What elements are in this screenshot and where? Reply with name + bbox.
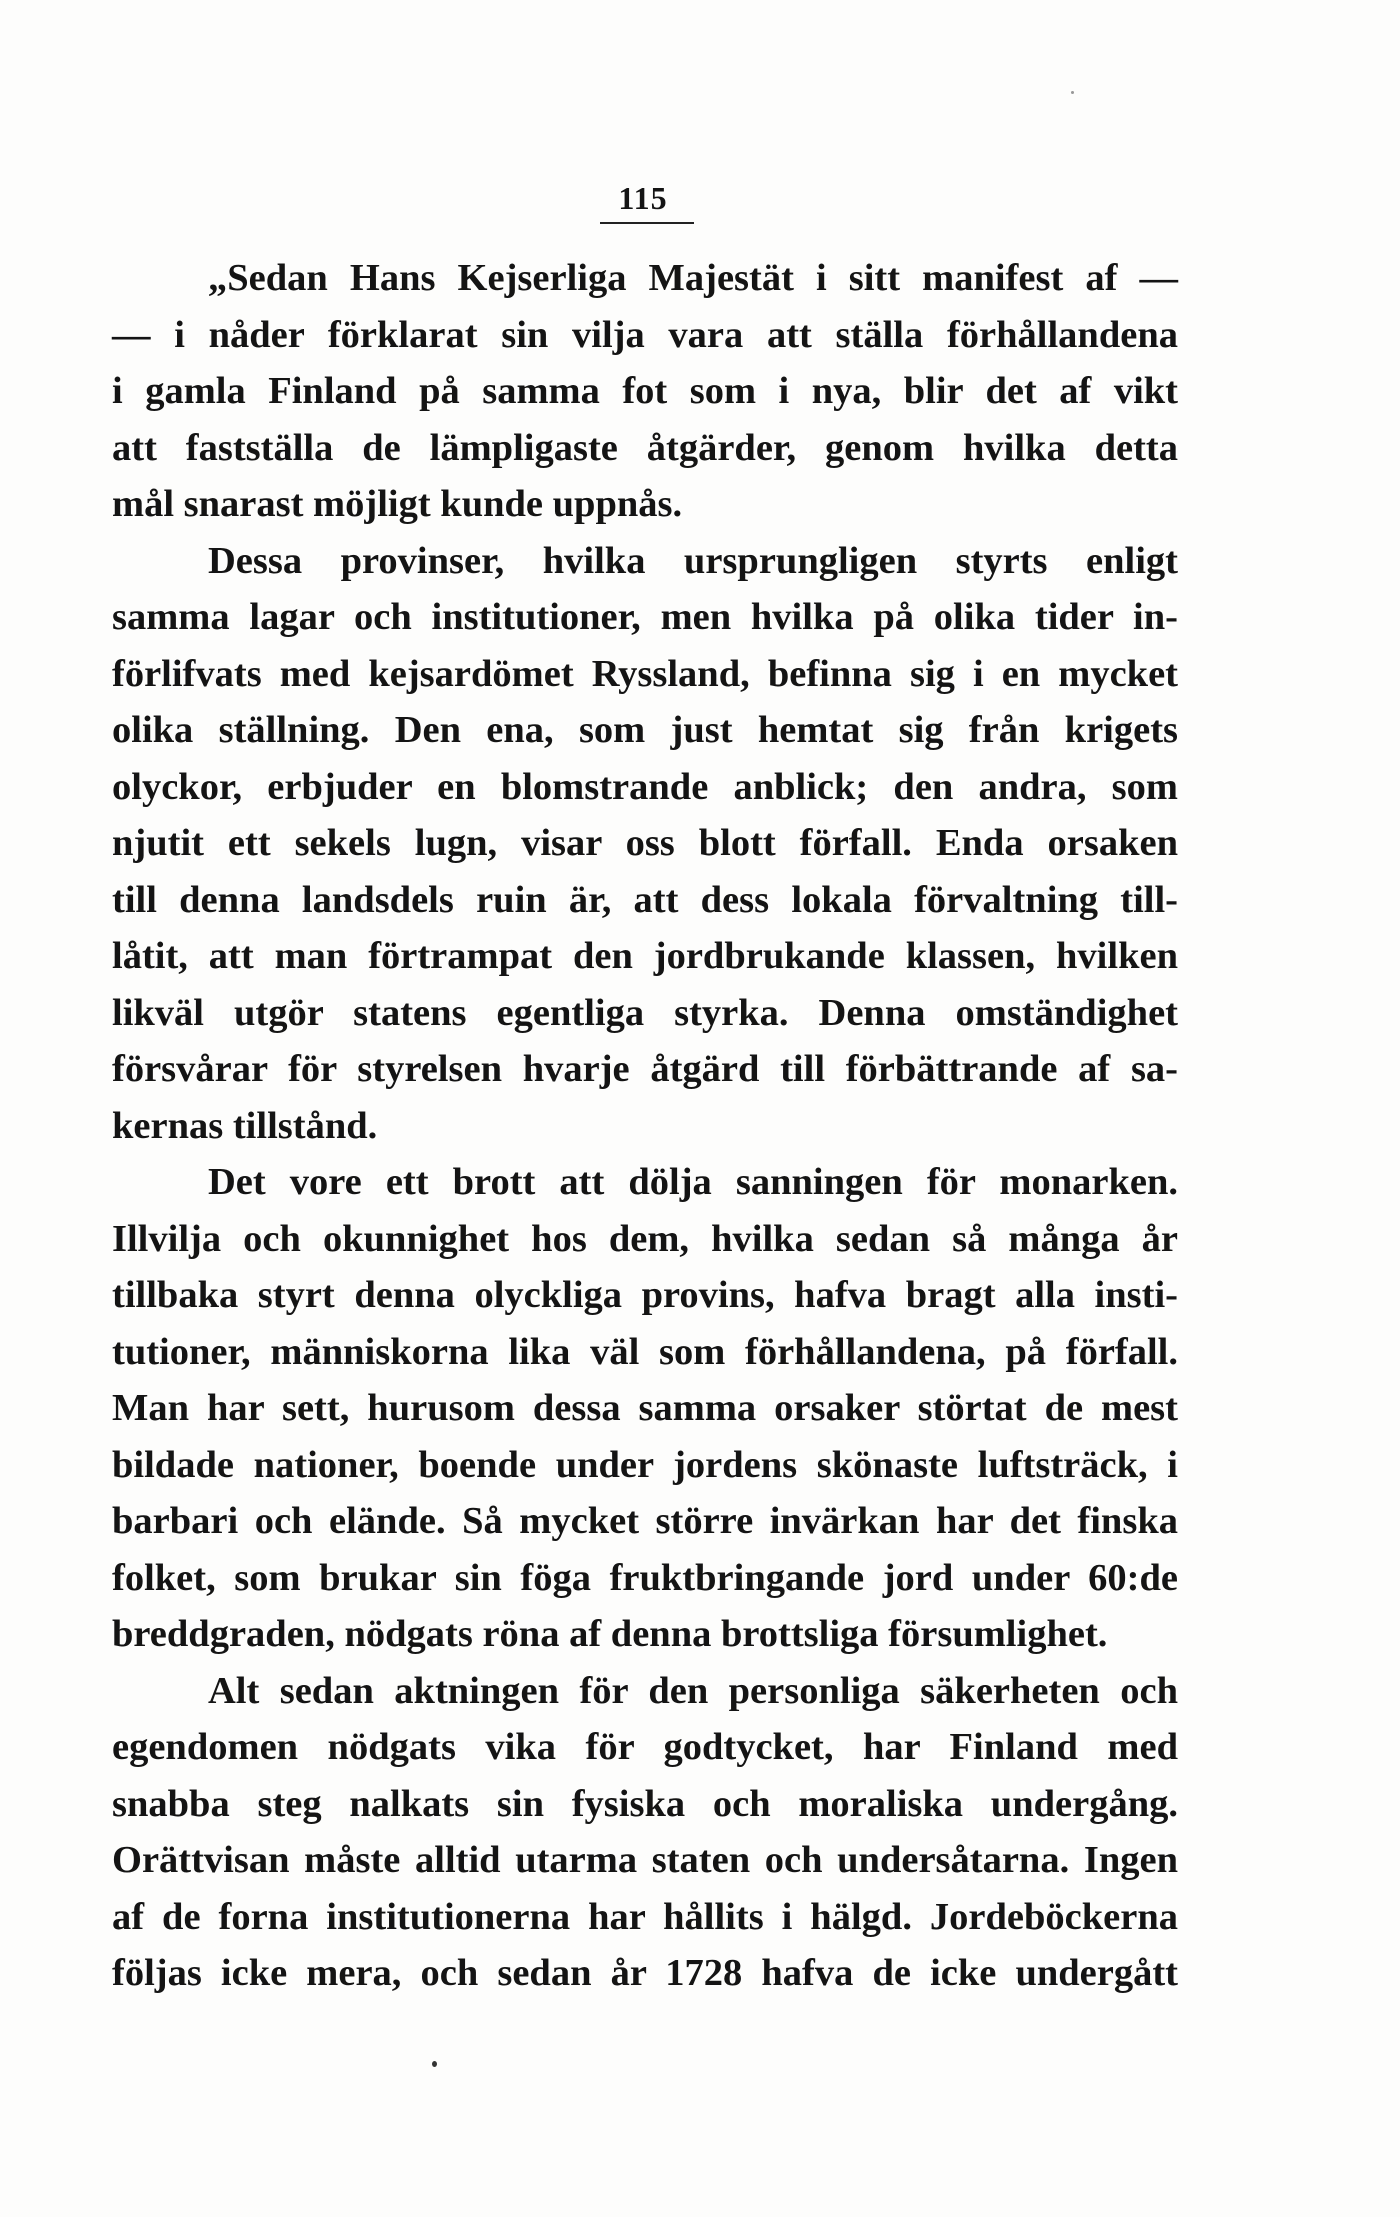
text-line: Dessa provinser, hvilka ursprungligen styrts enligt [208,539,1178,582]
text-line: Orättvisan måste alltid utarma staten och undersåtarna. Ingen [112,1839,1178,1881]
text-line: olyckor, erbjuder en blomstrande anblick; den andra, som [112,765,1178,808]
text-line: breddgraden, nödgats röna af denna brottsliga försumlighet. [112,1613,1108,1655]
text-line: folket, som brukar sin föga fruktbringande jord under 60:de [112,1556,1178,1599]
text-line: snabba steg nalkats sin fysiska och moraliska undergång. [112,1782,1178,1825]
text-line: mål snarast möjligt kunde uppnås. [112,483,683,525]
text-line: af de forna institutionerna har hållits i hälgd. Jordeböckerna [112,1895,1178,1938]
text-line: „Sedan Hans Kejserliga Majestät i sitt manifest af — [208,257,1178,299]
text-line: samma lagar och institutioner, men hvilka på olika tider in- [112,596,1178,638]
page-number: 115 [618,180,668,216]
text-line: kernas tillstånd. [112,1104,378,1147]
text-line: Illvilja och okunnighet hos dem, hvilka sedan så många år [112,1217,1178,1260]
text-line: egendomen nödgats vika för godtycket, har Finland med [112,1726,1178,1768]
text-line: förlifvats med kejsardömet Ryssland, befinna sig i en mycket [112,652,1178,695]
text-line: Det vore ett brott att dölja sanningen för monarken. [208,1161,1178,1203]
text-line: till denna landsdels ruin är, att dess lokala förvaltning till- [112,878,1178,921]
body-text [112,250,1178,2002]
text-line: olika ställning. Den ena, som just hemtat sig från krigets [112,709,1178,751]
text-line: likväl utgör statens egentliga styrka. Denna omständighet [112,991,1178,1034]
text-line: tillbaka styrt denna olyckliga provins, hafva bragt alla insti- [112,1274,1178,1316]
text-line: försvårar för styrelsen hvarje åtgärd till förbättrande af sa- [112,1048,1178,1090]
text-line: barbari och elände. Så mycket större invärkan har det finska [112,1500,1178,1542]
text-line: njutit ett sekels lugn, visar oss blott förfall. Enda orsaken [112,822,1178,864]
text-line: i gamla Finland på samma fot som i nya, blir det af vikt [112,370,1178,412]
text-line: Alt sedan aktningen för den personliga säkerheten och [208,1669,1178,1712]
text-line: följas icke mera, och sedan år 1728 hafva de icke undergått [112,1952,1178,1994]
text-line: att fastställa de lämpligaste åtgärder, genom hvilka detta [112,426,1178,469]
print-speck [432,2061,437,2067]
text-line: låtit, att man förtrampat den jordbrukande klassen, hvilken [112,935,1178,977]
text-line: bildade nationer, boende under jordens skönaste luftsträck, i [112,1443,1178,1486]
text-line: Man har sett, hurusom dessa samma orsaker störtat de mest [112,1387,1178,1429]
print-speck [1071,91,1074,94]
page-number-rule [600,222,694,224]
text-line: — i nåder förklarat sin vilja vara att ställa förhållandena [112,313,1178,356]
text-line: tutioner, människorna lika väl som förhållandena, på förfall. [112,1330,1178,1373]
